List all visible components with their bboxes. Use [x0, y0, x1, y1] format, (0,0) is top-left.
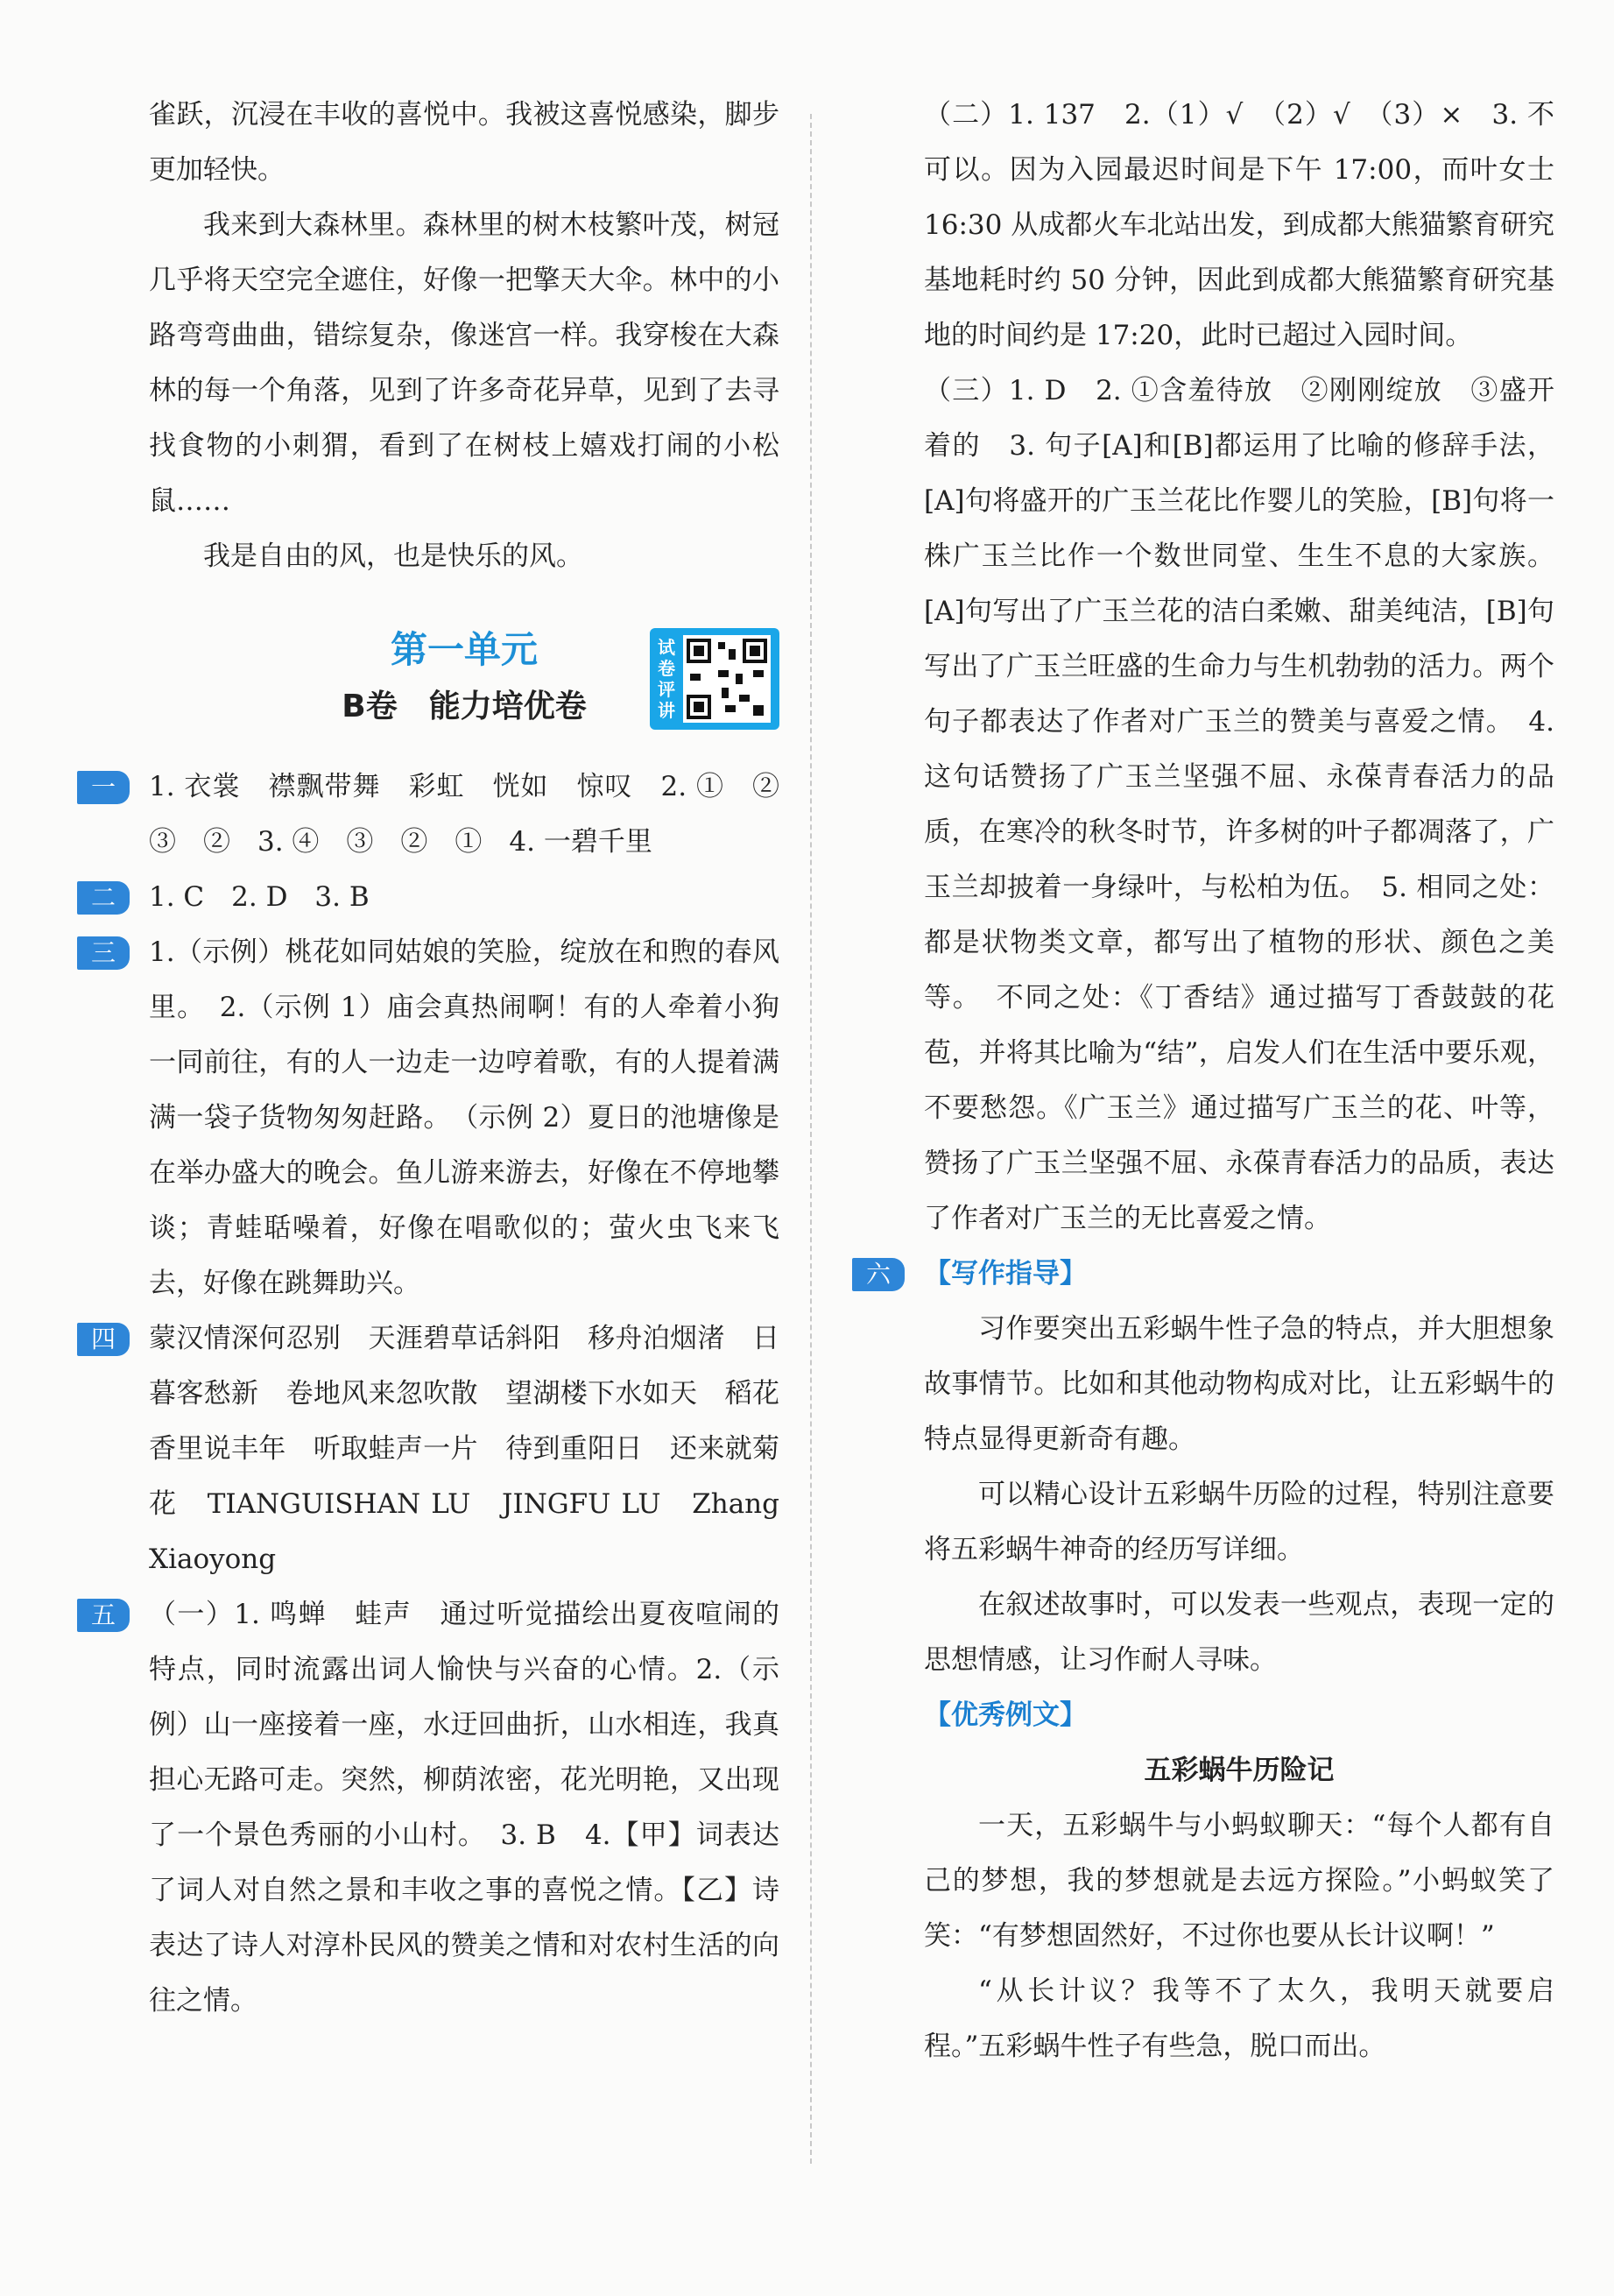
section-number-badge: 二 [77, 881, 130, 915]
intro-paragraph-2: 我来到大森林里。森林里的树木枝繁叶茂，树冠几乎将天空完全遮住，好像一把擎天大伞。林中的小路弯弯曲曲，错综复杂，像迷宫一样。我穿梭在大森林的每一个角落，见到了许多奇花异草，见到了去寻找食物的小刺猬，看到了在树枝上嬉戏打闹的小松鼠…… [149, 209, 779, 517]
column-divider [810, 114, 812, 2164]
essay-title: 五彩蜗牛历险记 [1144, 1755, 1335, 1786]
section-2-answers: 1. C 2. D 3. B [149, 881, 370, 913]
essay-paragraph-2: “从长计议？我等不了太久，我明天就要启程。”五彩蜗牛性子有些急，脱口而出。 [924, 1975, 1554, 2062]
intro-paragraph-1: 雀跃，沉浸在丰收的喜悦中。我被这喜悦感染，脚步更加轻快。 [149, 99, 779, 186]
unit-header [149, 619, 779, 733]
section-number-badge: 一 [77, 771, 130, 804]
part-3-answers: （三）1. D 2. ①含羞待放 ②刚刚绽放 ③盛开着的 3. 句子[A]和[B]都运用了比喻的修辞手法，[A]句将盛开的广玉兰花比作婴儿的笑脸，[B]句将一株广玉兰比作一个数世同堂、生生不息的大家族。[A]句写出了广玉兰花的洁白柔嫩、甜美纯洁，[B]句写出了广玉兰旺盛的生命力与生机勃勃的活力。两个句子都表达了作者对广玉兰的赞美与喜爱之情。 4. 这句话赞扬了广玉兰坚强不屈、永葆青春活力的品质，在寒冷的秋冬时节，许多树的叶子都凋落了，广玉兰却披着一身绿叶，与松柏为伍。 5. 相同之处：都是状物类文章，都写出了植物的形状、颜色之美等。 不同之处：《丁香结》通过描写丁香鼓鼓的花苞，并将其比喻为“结”，启发人们在生活中要乐观，不要愁怨。《广玉兰》通过描写广玉兰的花、叶等，赞扬了广玉兰坚强不屈、永葆青春活力的品质，表达了作者对广玉兰的无比喜爱之情。 [924, 375, 1554, 1234]
right-column [865, 88, 1554, 2074]
unit-title: 第一单元 [390, 628, 538, 671]
section-number-badge: 三 [77, 936, 130, 970]
section-number-badge: 四 [77, 1323, 130, 1356]
example-essay-tag: 【优秀例文】 [924, 1699, 1087, 1731]
qr-code-badge[interactable] [650, 628, 779, 730]
essay-paragraph-1: 一天，五彩蜗牛与小蚂蚁聊天：“每个人都有自己的梦想，我的梦想就是去远方探险。”小蚂蚁笑了笑：“有梦想固然好，不过你也要从长计议啊！” [924, 1810, 1554, 1952]
section-4 [90, 1311, 779, 1587]
section-1-answers: 1. 衣裳 襟飘带舞 彩虹 恍如 惊叹 2. ① ② ③ ② 3. ④ ③ ② ① 4. 一碧千里 [149, 771, 807, 858]
section-1 [90, 759, 807, 870]
section-6 [865, 1247, 1554, 1302]
section-3-answers: 1.（示例）桃花如同姑娘的笑脸，绽放在和煦的春风里。 2.（示例 1）庙会真热闹啊！有的人牵着小狗一同前往，有的人一边走一边哼着歌，有的人提着满满一袋子货物匆匆赶路。 （示例 2）夏日的池塘像是在举办盛大的晚会。鱼儿游来游去，好像在不停地攀谈；青蛙聒噪着，好像在唱歌似的；萤火虫飞来飞去，好像在跳舞助兴。 [149, 936, 779, 1299]
section-3 [90, 925, 779, 1311]
unit-subtitle: B卷 能力培优卷 [342, 689, 587, 724]
section-5 [90, 1587, 779, 2029]
part-2-answers: （二）1. 137 2.（1）√ （2）√ （3）× 3. 不可以。因为入园最迟时间是下午 17:00，而叶女士16:30 从成都火车北站出发，到成都大熊猫繁育研究基地耗时约 50 分钟，因此到成都大熊猫繁育研究基地的时间约是 17:20，此时已超过入园时间。 [924, 99, 1554, 351]
intro-paragraph-3: 我是自由的风，也是快乐的风。 [203, 540, 583, 572]
section-number-badge: 五 [77, 1599, 130, 1632]
section-2 [90, 870, 779, 925]
section-number-badge: 六 [852, 1258, 905, 1291]
guide-paragraph-1: 习作要突出五彩蜗牛性子急的特点，并大胆想象故事情节。比如和其他动物构成对比，让五彩蜗牛的特点显得更新奇有趣。 [924, 1313, 1554, 1455]
section-4-answers: 蒙汉情深何忍别 天涯碧草话斜阳 移舟泊烟渚 日暮客愁新 卷地风来忽吹散 望湖楼下水如天 稻花香里说丰年 听取蛙声一片 待到重阳日 还来就菊花 TIANGUISHAN LU JINGFU LU Zhang Xiaoyong [149, 1323, 779, 1575]
guide-paragraph-2: 可以精心设计五彩蜗牛历险的过程，特别注意要将五彩蜗牛神奇的经历写详细。 [924, 1479, 1554, 1565]
left-column [90, 88, 807, 2029]
guide-paragraph-3: 在叙述故事时，可以发表一些观点，表现一定的思想情感，让习作耐人寻味。 [924, 1589, 1554, 1676]
qr-code-icon [683, 635, 771, 723]
section-5-answers: （一）1. 鸣蝉 蛙声 通过听觉描绘出夏夜喧闹的特点，同时流露出词人愉快与兴奋的心情。2.（示例）山一座接着一座，水迂回曲折，山水相连，我真担心无路可走。突然，柳荫浓密，花光明艳，又出现了一个景色秀丽的小山村。 3. B 4.【甲】词表达了词人对自然之景和丰收之事的喜悦之情。【乙】诗表达了诗人对淳朴民风的赞美之情和对农村生活的向往之情。 [149, 1599, 779, 2017]
qr-label: 试卷评讲 [658, 637, 675, 721]
writing-guide-tag: 【写作指导】 [924, 1258, 1087, 1289]
